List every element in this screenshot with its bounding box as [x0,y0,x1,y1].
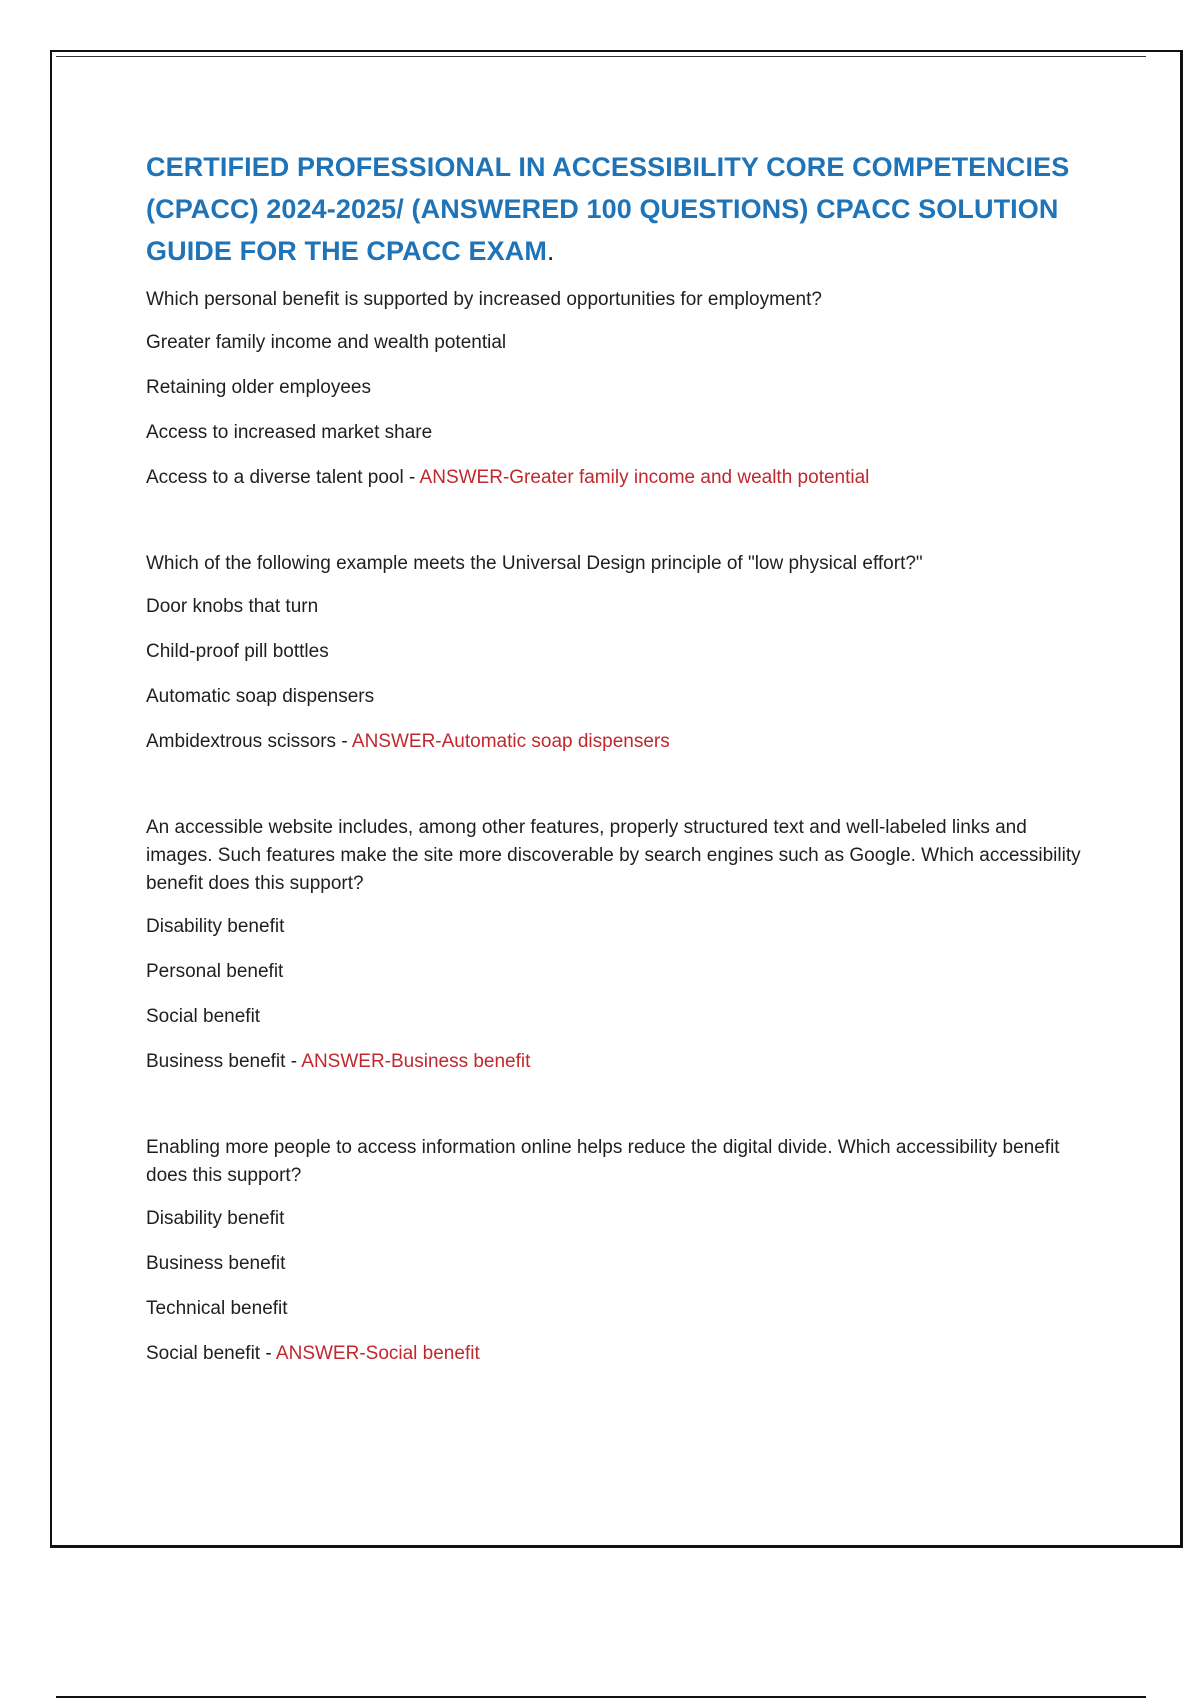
option-text: Access to a diverse talent pool - [146,467,420,488]
answer-option: Child-proof pill bottles [146,641,329,662]
answer-option: Automatic soap dispensers [146,686,375,707]
correct-answer: ANSWER-Business benefit [301,1051,531,1072]
document-body [146,146,1086,1385]
answer-option-last [146,1340,1086,1368]
question-text: Which of the following example meets the Universal Design principle of "low physical effort?" [146,553,923,574]
question-block [146,1134,1086,1368]
question-text: An accessible website includes, among other features, properly structured text and well-labeled links and images. Such features make the site more discoverable by search engines such as Google. Which accessibility benefit does this support? [146,817,1081,894]
title-text: CERTIFIED PROFESSIONAL IN ACCESSIBILITY CORE COMPETENCIES (CPACC) 2024-2025/ (ANSWERED 100 QUESTIONS) CPACC SOLUTION GUIDE FOR THE CPACC EXAM [146,152,1070,266]
option-text: Social benefit - [146,1343,276,1364]
correct-answer: ANSWER-Social benefit [275,1343,480,1364]
option-text: Business benefit - [146,1051,302,1072]
answer-option: Greater family income and wealth potential [146,332,507,353]
answer-option: Technical benefit [146,1298,288,1319]
top-rule [56,56,1146,57]
bottom-rule [56,1696,1146,1698]
question-text: Which personal benefit is supported by increased opportunities for employment? [146,289,822,310]
answer-option-last [146,1048,1086,1076]
answer-option: Personal benefit [146,961,284,982]
document-title [146,146,1086,272]
title-period: . [546,236,555,266]
answer-option-last [146,464,1086,492]
answer-option: Business benefit [146,1253,286,1274]
answer-option: Social benefit [146,1006,261,1027]
question-block [146,286,1086,492]
question-block [146,814,1086,1076]
question-block [146,550,1086,756]
correct-answer: ANSWER-Greater family income and wealth potential [419,467,870,488]
answer-option-last [146,728,1086,756]
answer-option: Disability benefit [146,1208,285,1229]
option-text: Ambidextrous scissors - [146,731,352,752]
answer-option: Retaining older employees [146,377,371,398]
question-text: Enabling more people to access information online helps reduce the digital divide. Which accessibility benefit does this support? [146,1137,1060,1186]
answer-option: Access to increased market share [146,422,433,443]
correct-answer: ANSWER-Automatic soap dispensers [351,731,670,752]
answer-option: Door knobs that turn [146,596,319,617]
answer-option: Disability benefit [146,916,285,937]
